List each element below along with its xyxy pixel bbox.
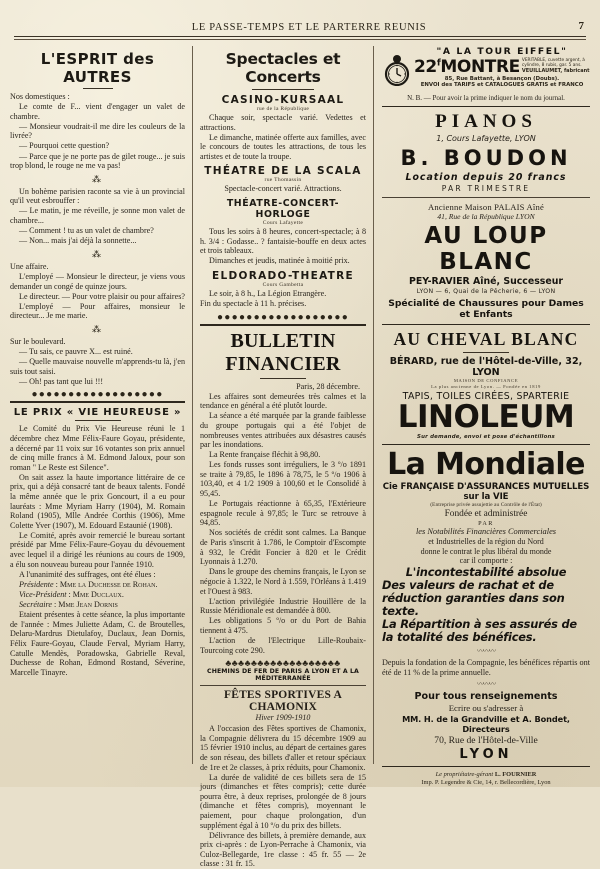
ad-benefit-2: Des valeurs de rachat et de réduction garanties dans son texte. [382, 577, 565, 618]
joke-line: Un bohème parisien raconte sa vie à un provincial qu'il veut esbrouffer : [10, 186, 185, 206]
venue-line: Dimanches et jeudis, matinée à moitié prix. [209, 256, 350, 266]
ad-proprietor: BÉRARD, rue de l'Hôtel-de-Ville, 32, LYON [389, 356, 583, 378]
ad-divider [382, 106, 590, 107]
bulletin-paragraph: L'action privilégiée Industrie Houillère de la Russie Méridionale est demandée à 800. [200, 596, 366, 616]
fetes-body [200, 724, 366, 869]
ornament-dotline: ●●●●●●●●●●●●●●●●●● [31, 390, 164, 401]
ad-notables-1: les Notabilités Financières Commerciales [415, 527, 557, 537]
joke-line: L'employé — Monsieur le directeur, je viens vous demander un congé de quinze jours. [10, 271, 185, 291]
esprit-heading-text: L'ESPRIT des AUTRES [40, 50, 155, 86]
ad-benefit-3: La Répartition à ses assurés de la totalité des bénéfices. [382, 616, 577, 644]
venue-line: Le soir, à 8 h., La Légion Etrangère. [209, 288, 327, 298]
joke-line: Le comte de F... vient d'engager un valet de chambre. [10, 102, 185, 121]
bulletin-body [200, 392, 366, 656]
ad-linoleum-headline: LINOLEUM [397, 399, 575, 436]
prix-paragraph: Le Comité, après avoir remercié le bureau sortant présidé par Mme Félix-Faure-Goyau du dévouement avec lequel il a dirigé les réunions au cours de 1909, a élu son nouveau bureau pour l'année 1910. [10, 530, 185, 569]
column-right-ads [374, 46, 590, 786]
venue-address: rue Thomassin [264, 177, 302, 184]
masthead-rule-1 [14, 36, 586, 37]
bulletin-rule [260, 378, 306, 379]
ad-address: LYON — 6, Quai de la Pêcherie, 6 — LYON [416, 288, 556, 295]
ad-info-heading: Pour tous renseignements [414, 691, 558, 703]
venue-line: Spectacle-concert varié. Attractions. [224, 184, 342, 194]
bulletin-paragraph: Nos sociétés de crédit sont calmes. La Banque de Paris s'inscrit à 1.786, le Comptoir d'Escompte à 932, le Crédit Foncier à 820 et le Crédit Lyonnais à 1.270. [200, 528, 366, 567]
ad-la-mondiale[interactable] [382, 449, 590, 762]
joke-line: — Parce que je ne porte pas de gilet rouge... je suis trop blond, le rouge ne me va pas! [10, 151, 185, 171]
ad-city: LYON [459, 747, 513, 763]
prix-paragraph: A l'unanimité des suffrages, ont été élues : [19, 569, 156, 579]
venue-body [200, 113, 366, 161]
ad-company-type: Cie FRANÇAISE D'ASSURANCES MUTUELLES sur la VIE [382, 482, 590, 503]
officer-role: Secrétaire [19, 600, 52, 610]
eiffel-text-block [414, 46, 590, 88]
ad-by-label: PAR [478, 520, 494, 528]
ad-brand-name: AU LOUP BLANC [424, 223, 548, 275]
officer-row: Vice-Président : Mme Duclaux. [19, 589, 124, 599]
ad-title: "A LA TOUR EIFFEL" [436, 46, 568, 57]
eiffel-nb-note: N. B. — Pour avoir la prime indiquer le nom du journal. [407, 94, 565, 102]
ad-specialty: Spécialité de Chaussures pour Dames et Enfants [388, 298, 584, 320]
venue-name: ELDORADO-THEATRE [211, 269, 355, 282]
ad-pianos-boudon[interactable] [382, 111, 590, 193]
columns-container [10, 46, 590, 869]
page-number: 7 [578, 20, 584, 32]
colophon-divider [382, 766, 590, 767]
venue-line: Fin du spectacle à 11 h. précises. [200, 299, 307, 309]
joke-2 [10, 187, 185, 246]
venue-scala [200, 165, 366, 194]
bulletin-paragraph: Les affaires sont demeurées très calmes et la tendance en général a été plutôt lourde. [200, 391, 366, 411]
venue-line: Le dimanche, matinée offerte aux familles, avec le concours de toutes les attractions, de tous les artistes et de toute la troupe. [200, 132, 366, 161]
ad-state-control-note: (Entreprise privée assujettie au Contrôle de l'État) [430, 502, 542, 509]
spectacles-rule [252, 89, 314, 90]
ad-brand-name: La Mondiale [387, 447, 585, 483]
fetes-paragraph: Délivrance des billets, à première demande, aux prix ci-après : de Lyon-Perrache à Chamonix, via Culoz-Bellegarde, 1re classe : 45 fr. 55 — 2e classe : 31 fr. 15. [200, 830, 366, 869]
masthead-title: LE PASSE-TEMPS ET LE PARTERRE REUNIS [191, 22, 427, 33]
joke-4 [10, 337, 185, 386]
ad-benefit-1: L'incontestabilité absolue [405, 564, 567, 579]
prix-heading: LE PRIX « VIE HEUREUSE » [13, 407, 182, 419]
ad-samples-line: Sur demande, envoi et pose d'échantillons [417, 434, 555, 441]
fetes-paragraph: La durée de validité de ces billets sera de 15 jours (dimanches et fêtes compris); cette durée pourra être, à deux reprises, prolongée de 8 jours (dimanche et fêtes compris), moyennant le paiement, pour chaque prolongation, d'un supplément égal à 10 º/o du prix des billets. [200, 772, 366, 830]
joke-1 [10, 92, 185, 171]
ad-offer-terms: PAR TRIMESTRE [441, 184, 531, 193]
colophon-printer: Imp. P. Legendre & Cie, 14, r. Bellecordière, Lyon [421, 778, 551, 786]
venue-address: Cours Gambetta [262, 281, 304, 288]
eiffel-address: 85, Rue Battant, à Besançon (Doubs). [444, 76, 560, 82]
colophon-role: Le propriétaire-gérant [435, 771, 494, 779]
prix-attendees: Etaient présentes à cette séance, la plus importante de l'année : Mmes Juliette Adam, C. de Broutelles, Delaru-Mardrus Dietulafoy, Duclaux, Jean Dornis, Félix Faure-Goyau, Claude Ferval, Myriam Harry, Catulle Mendès, Poradowska, Gabrielle Reval, Duchesse de Rohan, Edmond Rostand, Séverine, Marcelle Tinayre. [10, 610, 185, 677]
joke-line: — Comment ! tu as un valet de chambre? [19, 226, 154, 236]
joke-3 [10, 262, 185, 321]
ad-offer-line: Location depuis 20 francs [405, 172, 567, 183]
ornament-triad: ⁂ [92, 173, 103, 184]
bulletin-paragraph: Les obligations 5 º/o or du Port de Bahia tiennent à 475. [200, 616, 366, 635]
spectacles-heading: Spectacles et Concerts [225, 50, 341, 86]
venue-body [200, 184, 366, 194]
officer-role: Présidente [19, 579, 54, 589]
ad-address: 1, Cours Lafayette, LYON [436, 134, 536, 143]
joke-line: — Pourquoi cette question? [19, 141, 110, 151]
masthead-rule-2 [14, 39, 586, 40]
officer-role: Vice-Président [19, 589, 67, 599]
bulletin-paragraph: La séance a été marquée par la grande faiblesse du groupe portugais qui a été l'objet de nombreuses ventes attribuées aux désastres causés par les inondations. [200, 411, 366, 450]
ad-divider [382, 324, 590, 325]
eiffel-catalog-line: ENVOI des TARIFS et CATALOGUES GRATIS et FRANCO [420, 81, 584, 88]
colophon-manager-line [382, 771, 590, 779]
ad-street-address: 70, Rue de l'Hôtel-de-Ville [434, 735, 538, 747]
venue-horloge [200, 198, 366, 266]
venue-name: THÉATRE DE LA SCALA [204, 165, 362, 178]
officer-name: Mme la Duchesse de Rohan. [59, 579, 158, 589]
ad-founded-line: La plus ancienne de Lyon. — Fondée en 1819 [431, 383, 541, 389]
section-divider [200, 324, 366, 326]
section-divider [10, 401, 185, 403]
ad-rule-short [463, 352, 509, 353]
venue-line: Chaque soir, spectacle varié. Vedettes et attractions. [200, 113, 366, 132]
eiffel-price-row [414, 57, 590, 77]
column-middle [192, 46, 374, 869]
price-headline [414, 57, 520, 77]
prix-paragraph: On sait assez la haute importance littéraire de ce prix, qui a déjà consacré tant de beaux talents. Fondé la même année que le prix Goncourt, il a eu pour lauréats : Mme Myriam Harry (1904), M. Romain Roland (1905), Mlle Andrée Corthis (1906), Mme Colette Yver (1907), M. Edouard Estaunié (1908). [10, 472, 185, 530]
eiffel-maker-name: VEUILLAUMET, fabricant [521, 67, 590, 74]
bulletin-heading: BULLETIN FINANCIER [225, 329, 341, 375]
bulletin-paragraph: Les fonds russes sont irréguliers, le 3 º/o 1891 se traite à 79,85, le 1896 à 78,75, le 5 º/o 1906 à 103,40, et 4 1/2 1909 à 100,60 et le Consolidé à 95,45. [200, 460, 366, 499]
joke-line: Le directeur. — Pour votre plaisir ou pour affaires? [19, 291, 185, 301]
ornament-cloverline: ♣♣♣♣♣♣♣♣♣♣♣♣♣♣♣♣♣♣ [225, 659, 341, 669]
ad-tour-eiffel[interactable] [382, 46, 590, 91]
venue-address: Cours Lafayette [262, 220, 304, 227]
joke-line: — Quelle mauvaise nouvelle m'apprends-tu là, j'en suis tout saisi. [10, 357, 185, 376]
esprit-rule [83, 88, 113, 89]
ad-brand-name: B. BOUDON [400, 146, 572, 170]
product-word: MONTRE [440, 57, 520, 77]
column-left [10, 46, 192, 764]
ad-products: TAPIS, TOILES CIRÉES, SPARTERIE [402, 391, 570, 403]
ad-trust-line: MAISON DE CONFIANCE [453, 378, 519, 383]
ad-divider [382, 197, 590, 198]
joke-line: — Le matin, je me réveille, je sonne mon valet de chambre... [10, 206, 185, 226]
venue-name: THÉATRE-CONCERT-HORLOGE [226, 198, 340, 221]
venue-casino [200, 94, 366, 161]
ornament-wavy: 〰〰〰 [477, 680, 495, 689]
fetes-paragraph: A l'occasion des Fêtes sportives de Chamonix, la Compagnie délivrera du 15 décembre 1909 au 15 février 1910 inclus, au départ de certaines gares de son réseau, des billets d'aller et retour spéciaux de 1re et 2e classes, à prix réduits, pour Chamonix. [200, 724, 366, 772]
former-house-address: 41, Rue de la République LYON [437, 212, 535, 221]
ad-profit-note: Depuis la fondation de la Compagnie, les bénéfices répartis ont été de 11 % de la prime annuelle. [382, 657, 590, 677]
ad-founded-admin: Fondée et administrée [444, 509, 528, 520]
ad-au-cheval-blanc[interactable] [382, 329, 590, 440]
venue-body [200, 227, 366, 266]
prix-body [10, 424, 185, 677]
pocket-watch-icon [382, 46, 412, 91]
prix-rule [75, 420, 121, 421]
eiffel-maker [522, 69, 590, 75]
bulletin-dateline: Paris, 28 décembre. [296, 381, 360, 391]
bulletin-paragraph: Le Portugais réactionne à 65,35, l'Extérieure espagnole recule à 97,85; le Turc se retrouve à 94,85. [200, 499, 366, 528]
fetes-subheading: Hiver 1909-1910 [255, 713, 311, 723]
fetes-heading: FÊTES SPORTIVES A CHAMONIX [223, 689, 343, 714]
ornament-wavy: 〰〰〰 [477, 646, 495, 655]
ad-contract-1: donne le contrat le plus libéral du monde [420, 546, 552, 556]
esprit-heading [10, 50, 185, 86]
joke-line: Nos domestiques : [10, 92, 70, 101]
joke-line: Une affaire. [10, 261, 49, 271]
bulletin-paragraph: Dans le groupe des chemins français, le Lyon se négocie à 1.322, le Nord à 1.559, l'Orléans à 1.419 et l'Ouest à 983. [200, 567, 366, 596]
joke-line: Sur le boulevard. [10, 336, 66, 346]
officer-row: Secrétaire : Mme Jean Dornis [19, 600, 118, 610]
venue-address: rue de la République [256, 106, 310, 112]
ad-notables-2: et Industrielles de la région du Nord [428, 537, 544, 547]
railway-company-line: CHEMINS DE FER DE PARIS A LYON ET A LA MÉDITERRANÉE [207, 668, 359, 683]
ornament-dotline: ●●●●●●●●●●●●●●●●●● [216, 312, 350, 323]
colophon-name: L. FOURNIER [494, 771, 537, 779]
former-house-line: Ancienne Maison PALAIS Aîné [427, 202, 545, 212]
ad-directors: MM. H. de la Grandville et A. Bondet, Directeurs [402, 714, 570, 735]
venue-name: CASINO-KURSAAL [221, 94, 345, 106]
joke-line: L'employé — Pour affaires, monsieur le directeur... Je me marie. [10, 301, 185, 321]
joke-line: — Tu sais, ce pauvre X... est ruiné. [19, 346, 133, 356]
ornament-triad: ⁂ [92, 323, 103, 334]
ad-divider [382, 444, 590, 445]
ad-successor: PEY-RAVIER Aîné, Successeur [408, 276, 564, 287]
eiffel-fine-print [520, 59, 590, 75]
venue-body [200, 289, 366, 309]
ornament-triad: ⁂ [92, 248, 103, 259]
joke-line: — Monsieur voudrait-il me dire les couleurs de la livrée? [10, 121, 185, 141]
officer-name: Mme Duclaux. [72, 589, 124, 599]
officer-name: Mme Jean Dornis [58, 600, 118, 610]
ad-contract-2: car il comporte : [459, 556, 513, 566]
ad-title: PIANOS [435, 111, 537, 132]
bulletin-paragraph: La Rente française fléchit à 98,80. [209, 450, 321, 460]
joke-line: — Oh! pas tant que lui !!! [19, 376, 104, 386]
venue-eldorado [200, 270, 366, 309]
ad-contact-line: Ecrire ou s'adresser à [448, 703, 524, 714]
officer-row: Présidente : Mme la Duchesse de Rohan. [19, 579, 158, 589]
ad-au-loup-blanc[interactable] [382, 202, 590, 320]
colophon [382, 771, 590, 786]
railway-divider [200, 685, 366, 686]
ad-brand-name: AU CHEVAL BLANC [393, 329, 579, 349]
joke-line: — Non... mais j'ai déjà la sonnette... [19, 236, 137, 246]
bulletin-paragraph: L'action de l'Electrique Lille-Roubaix-Tourcoing cote 290. [200, 635, 366, 655]
eiffel-spec: VERITABLE, cuvette argent, à cylindre, 8 rubis, gar. 5 ans. [521, 58, 585, 69]
prix-paragraph: Le Comité du Prix Vie Heureuse réuni le 1 décembre chez Mme Félix-Faure Goyau, présidente, a décerné par 11 voix sur 16 votantes son prix annuel de cinq mille francs à M. Edmond Jaloux, pour son roman " Le Reste est Silence". [10, 424, 185, 472]
price-amount: 22 [414, 57, 437, 77]
price-unit: f [436, 58, 441, 69]
venue-line: Tous les soirs à 8 heures, concert-spectacle; à 8 h. 3/4 : Godasse.. ? fantaisie-bouffe en deux actes et trois tableaux. [200, 227, 366, 256]
